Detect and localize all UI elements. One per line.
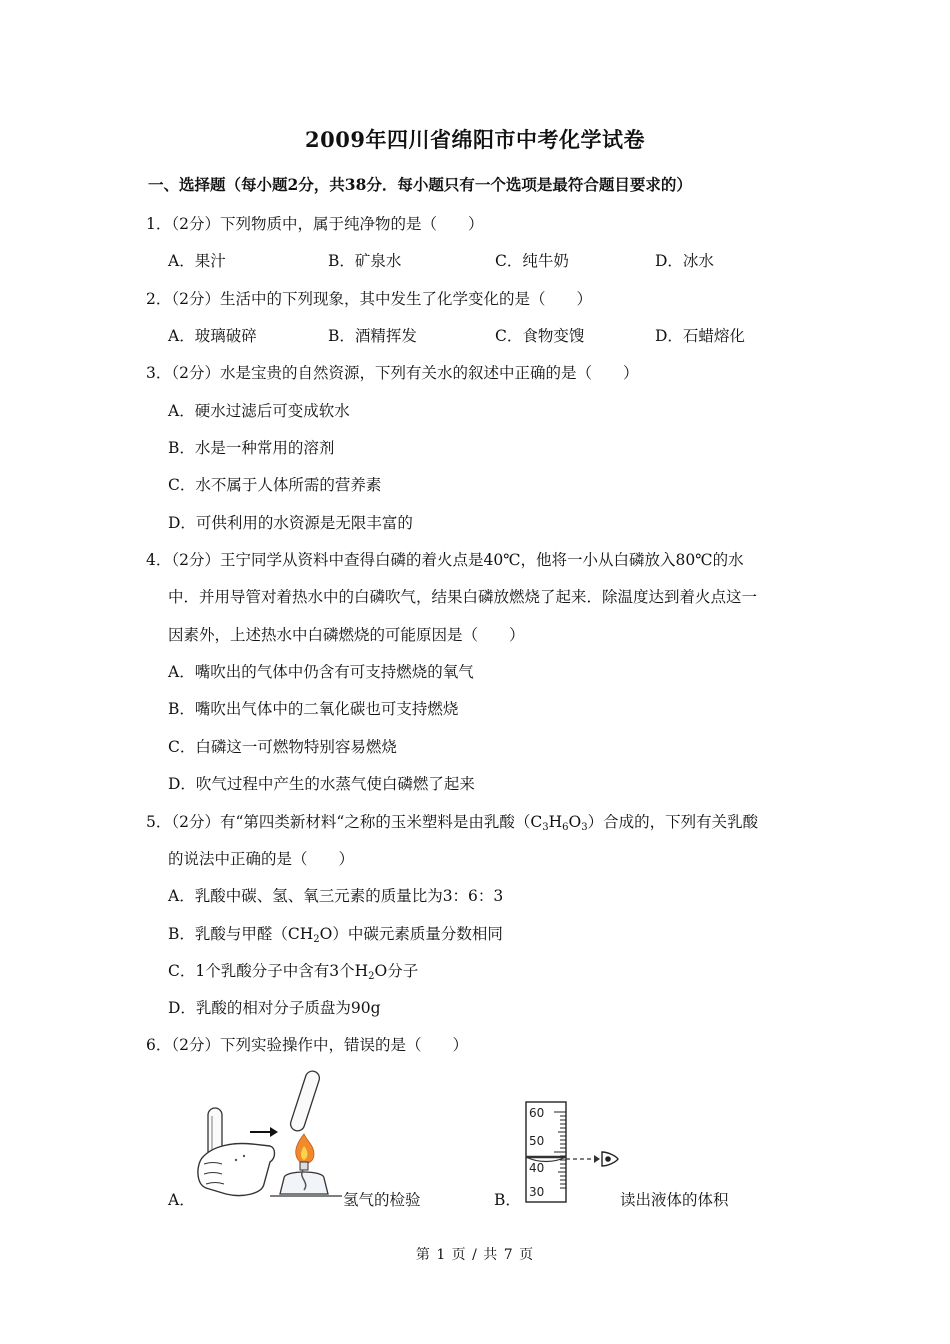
option-c: C．纯牛奶 (495, 252, 569, 270)
stem-part-1: 5．（2分）有“第四类新材料“之称的玉米塑料是由乳酸（C (146, 813, 543, 831)
subscript: 2 (313, 934, 320, 945)
hand-icon (198, 1144, 275, 1196)
tick-label-60: 60 (529, 1106, 545, 1120)
question-2-options (168, 324, 868, 348)
question-4-option-d: D．吹气过程中产生的水蒸气使白磷燃了起来 (168, 775, 475, 793)
figure-b-caption: 读出液体的体积 (620, 1191, 729, 1209)
question-4-option-c: C．白磷这一可燃物特别容易燃烧 (168, 738, 397, 756)
tick-label-30: 30 (529, 1185, 545, 1199)
option-c: C．食物变馊 (495, 327, 585, 345)
question-3-option-c: C．水不属于人体所需的营养素 (168, 476, 382, 494)
eye-icon (602, 1152, 618, 1166)
question-3-option-a: A．硬水过滤后可变成软水 (168, 402, 350, 420)
question-4-stem-line-1: 4．（2分）王宁同学从资料中查得白磷的着火点是40℃，他将一小从白磷放入80℃的水 (146, 551, 744, 569)
question-5-option-c (168, 959, 418, 981)
question-4-option-a: A．嘴吹出的气体中仍含有可支持燃烧的氧气 (168, 663, 474, 681)
subscript: 3 (542, 822, 549, 833)
question-1-options (168, 249, 868, 273)
question-2-stem: 2．（2分）生活中的下列现象，其中发生了化学变化的是（ ） (146, 290, 592, 308)
question-5-option-b (168, 922, 503, 944)
question-1-stem: 1．（2分）下列物质中，属于纯净物的是（ ） (146, 215, 484, 233)
question-5-stem-line-2: 的说法中正确的是（ ） (168, 850, 355, 868)
tick-label-50: 50 (529, 1134, 545, 1148)
measuring-cylinder-figure (516, 1100, 626, 1204)
inverted-test-tube-icon (289, 1069, 321, 1132)
hydrogen-test-figure (192, 1066, 342, 1206)
question-6-stem: 6．（2分）下列实验操作中，错误的是（ ） (146, 1036, 468, 1054)
subscript: 6 (562, 822, 569, 833)
option-c-part-1: C．1个乳酸分子中含有3个H (168, 962, 369, 980)
option-b-part-2: O）中碳元素质量分数相同 (319, 925, 503, 943)
question-4-stem-line-3: 因素外，上述热水中白磷燃烧的可能原因是（ ） (168, 626, 525, 644)
alcohol-lamp-icon (270, 1162, 342, 1196)
question-3-option-b: B．水是一种常用的溶剂 (168, 439, 335, 457)
page-footer: 第 1 页 / 共 7 页 (415, 1247, 535, 1263)
figure-a-label: A． (168, 1191, 195, 1209)
question-5-option-a: A．乳酸中碳、氢、氧三元素的质量比为3：6：3 (168, 887, 504, 905)
figure-b-label: B． (494, 1191, 521, 1209)
section-heading: 一、选择题（每小题2分，共38分．每小题只有一个选项是最符合题目要求的） (148, 175, 692, 194)
subscript: 2 (368, 971, 375, 982)
question-3-option-d: D．可供利用的水资源是无限丰富的 (168, 514, 413, 532)
question-5-option-d: D．乳酸的相对分子质盘为90g (168, 999, 381, 1017)
stem-part-2: ）合成的，下列有关乳酸 (587, 813, 759, 831)
option-c-part-2: O分子 (374, 962, 419, 980)
question-4-option-b: B．嘴吹出气体中的二氧化碳也可支持燃烧 (168, 700, 459, 718)
tick-label-40: 40 (529, 1161, 545, 1175)
question-4-stem-line-2: 中．并用导管对着热水中的白磷吹气，结果白磷放燃烧了起来．除温度达到着火点这一 (168, 588, 758, 606)
option-d: D．冰水 (655, 252, 714, 270)
question-3-stem: 3．（2分）水是宝贵的自然资源，下列有关水的叙述中正确的是（ ） (146, 364, 639, 382)
question-5-stem-line-1: 5．（2分）有“第四类新材料“之称的玉米塑料是由乳酸$(C_3H_6O_3)$合成的，下列有关乳酸 (146, 813, 759, 833)
subscript: 3 (581, 822, 588, 833)
page-title: 2009年四川省绵阳市中考化学试卷 (305, 127, 645, 152)
option-b-part-1: B．乳酸与甲醛（CH (168, 925, 314, 943)
option-b: B．矿泉水 (328, 252, 402, 270)
figure-a-caption: 氢气的检验 (343, 1191, 421, 1209)
option-d: D．石蜡熔化 (655, 327, 745, 345)
option-a: A．玻璃破碎 (168, 327, 257, 345)
option-a: A．果汁 (168, 252, 226, 270)
option-b: B．酒精挥发 (328, 327, 417, 345)
flame-icon (296, 1134, 314, 1164)
